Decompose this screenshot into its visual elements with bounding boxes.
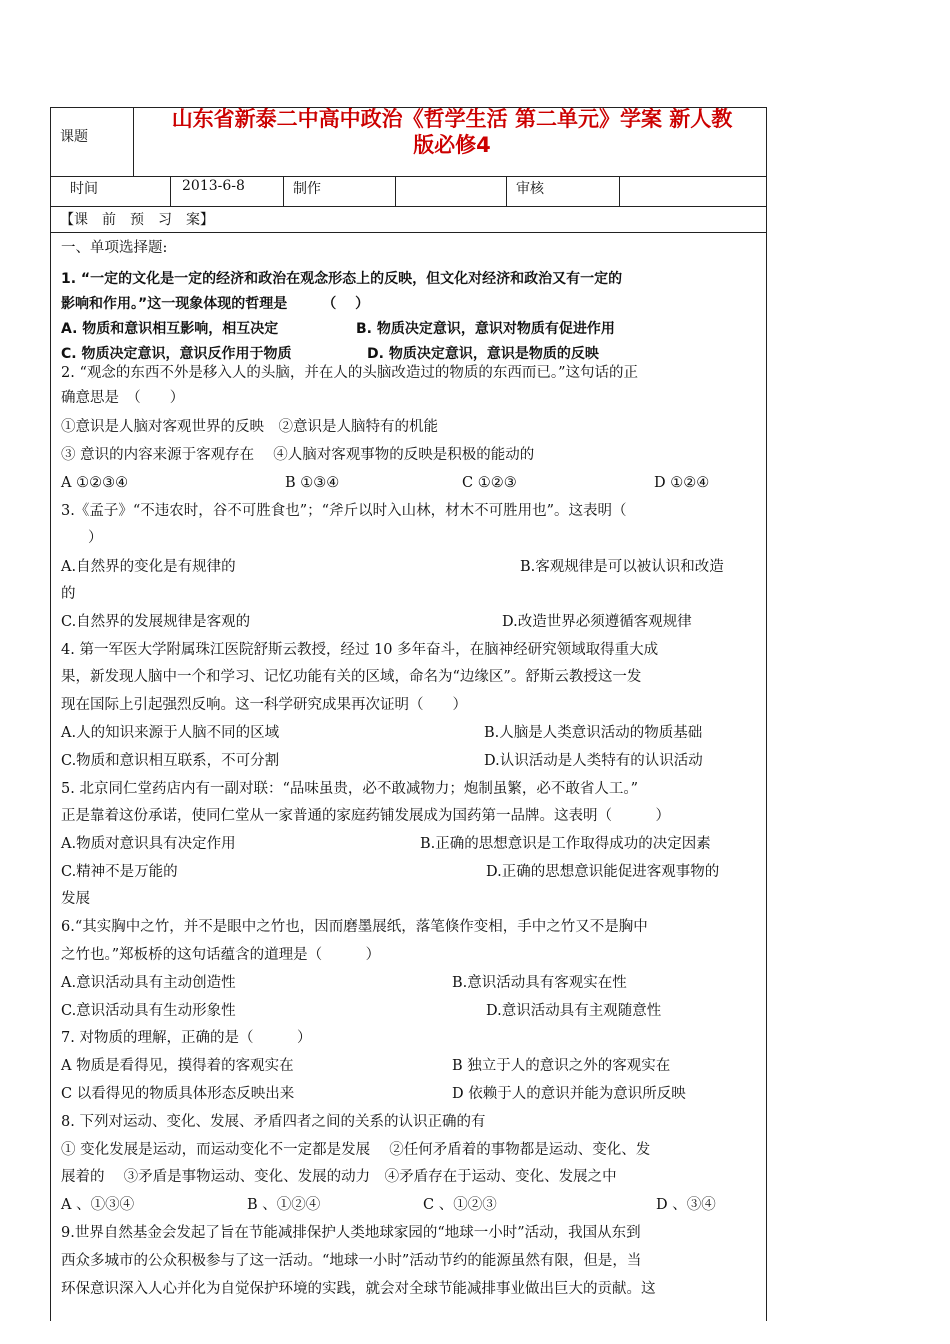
q9-stem: 环保意识深入人心并化为自觉保护环境的实践，就会对全球节能减排事业做出巨大的贡献。这 [61,1281,656,1297]
q5-option-b: B.正确的思想意识是工作取得成功的决定因素 [420,836,711,852]
q8-option-d: D 、③④ [656,1197,716,1213]
preview-section-title: 【课 前 预 习 案】 [60,212,214,228]
q9-stem: 西众多城市的公众积极参与了这一活动。“地球一小时”活动节约的能源虽然有限，但是，当 [61,1253,642,1269]
table-col-divider [133,107,134,176]
q6-option-c: C.意识活动具有生动形象性 [61,1003,236,1019]
q5-option-d: D.正确的思想意识能促进客观事物的 [486,864,720,880]
q8-statement: ① 变化发展是运动，而运动变化不一定都是发展 ②任何矛盾着的事物都是运动、变化、发 [61,1142,651,1158]
q2-option-c: C ①②③ [462,475,517,491]
part-title: 一、单项选择题: [61,240,168,256]
q8-option-c: C 、①②③ [423,1197,497,1213]
q4-option-b: B.人脑是人类意识活动的物质基础 [484,725,703,741]
q5-option-c: C.精神不是万能的 [61,864,178,880]
q4-option-a: A.人的知识来源于人脑不同的区域 [61,725,280,741]
reviewer-label: 审核 [516,181,544,197]
table-col-divider [506,176,507,206]
q3-option-c: C.自然界的发展规律是客观的 [61,614,251,630]
q5-stem: 正是靠着这份承诺，使同仁堂从一家普通的家庭药铺发展成为国药第一品牌。这表明（ ） [61,808,670,824]
q3-stem: 3.《孟子》“不违农时，谷不可胜食也”；“斧斤以时入山林，材木不可胜用也”。这表明（ [61,503,627,519]
q8-option-b: B 、①②④ [247,1197,321,1213]
q6-stem: 6.“其实胸中之竹，并不是眼中之竹也，因而磨墨展纸，落笔倏作变相，手中之竹又不是胸中 [61,919,648,935]
q7-option-a: A 物质是看得见，摸得着的客观实在 [61,1058,294,1074]
q8-stem: 8. 下列对运动、变化、发展、矛盾四者之间的关系的认识正确的有 [61,1114,486,1130]
table-row-divider [50,206,767,207]
q2-statement: ①意识是人脑对客观世界的反映 ②意识是人脑特有的机能 [61,419,438,435]
q6-stem: 之竹也。”郑板桥的这句话蕴含的道理是（ ） [61,947,381,963]
q7-option-d: D 依赖于人的意识并能为意识所反映 [452,1086,686,1102]
q2-option-b: B ①③④ [285,475,340,491]
q3-stem: ） [88,530,103,546]
table-row-divider [50,232,767,233]
q2-stem: 2. “观念的东西不外是移入人的头脑，并在人的头脑改造过的物质的东西而已。”这句话的正 [61,365,639,381]
q2-option-a: A ①②③④ [61,475,129,491]
q4-stem: 现在国际上引起强烈反响。这一科学研究成果再次证明（ ） [61,697,467,713]
q6-option-a: A.意识活动具有主动创造性 [61,975,236,991]
q3-option-b-cont: 的 [61,586,76,602]
q5-option-a: A.物质对意识具有决定作用 [61,836,236,852]
table-left-border [50,107,51,1321]
table-col-divider [170,176,171,206]
q4-stem: 4. 第一军医大学附属珠江医院舒斯云教授，经过 10 多年奋斗，在脑神经研究领域取得重大成 [61,642,659,658]
q3-option-d: D.改造世界必须遵循客观规律 [502,614,692,630]
q1-option-a: A. 物质和意识相互影响，相互决定 [61,321,279,337]
q2-option-d: D ①②④ [654,475,710,491]
q3-option-b: B.客观规律是可以被认识和改造 [520,559,724,575]
table-col-divider [283,176,284,206]
q4-option-d: D.认识活动是人类特有的认识活动 [484,753,703,769]
subject-label: 课题 [60,129,88,145]
q1-option-d: D. 物质决定意识，意识是物质的反映 [367,346,599,362]
table-col-divider [395,176,396,206]
q5-stem: 5. 北京同仁堂药店内有一副对联：“品味虽贵，必不敢减物力；炮制虽繁，必不敢省人工。” [61,781,639,797]
time-value: 2013-6-8 [182,178,245,194]
q2-stem: 确意思是 （ ） [61,390,185,406]
q3-option-a: A.自然界的变化是有规律的 [61,559,236,575]
q8-option-a: A 、①③④ [61,1197,135,1213]
page-title: 山东省新泰二中高中政治《哲学生活 第二单元》学案 新人教 版必修4 [171,107,733,157]
maker-label: 制作 [293,181,321,197]
q7-option-b: B 独立于人的意识之外的客观实在 [452,1058,671,1074]
q1-option-c: C. 物质决定意识，意识反作用于物质 [61,346,292,362]
q6-option-d: D.意识活动具有主观随意性 [486,1003,662,1019]
q1-option-b: B. 物质决定意识，意识对物质有促进作用 [356,321,615,337]
q4-option-c: C.物质和意识相互联系，不可分割 [61,753,280,769]
q6-option-b: B.意识活动具有客观实在性 [452,975,627,991]
q8-statement: 展着的 ③矛盾是事物运动、变化、发展的动力 ④矛盾存在于运动、变化、发展之中 [61,1169,617,1185]
q5-option-d-cont: 发展 [61,891,90,907]
table-row-divider [50,176,767,177]
time-label: 时间 [70,181,98,197]
q4-stem: 果，新发现人脑中一个和学习、记忆功能有关的区域，命名为“边缘区”。舒斯云教授这一发 [61,669,642,685]
q1-stem: 影响和作用。”这一现象体现的哲理是 （ ） [61,296,370,312]
q2-statement: ③ 意识的内容来源于客观存在 ④人脑对客观事物的反映是积极的能动的 [61,447,535,463]
q7-option-c: C 以看得见的物质具体形态反映出来 [61,1086,295,1102]
table-col-divider [619,176,620,206]
q7-stem: 7. 对物质的理解，正确的是（ ） [61,1030,312,1046]
q1-stem: 1. “一定的文化是一定的经济和政治在观念形态上的反映，但文化对经济和政治又有一定的 [61,271,623,287]
q9-stem: 9.世界自然基金会发起了旨在节能减排保护人类地球家园的“地球一小时”活动，我国从东到 [61,1225,641,1241]
table-right-border [766,107,767,1321]
